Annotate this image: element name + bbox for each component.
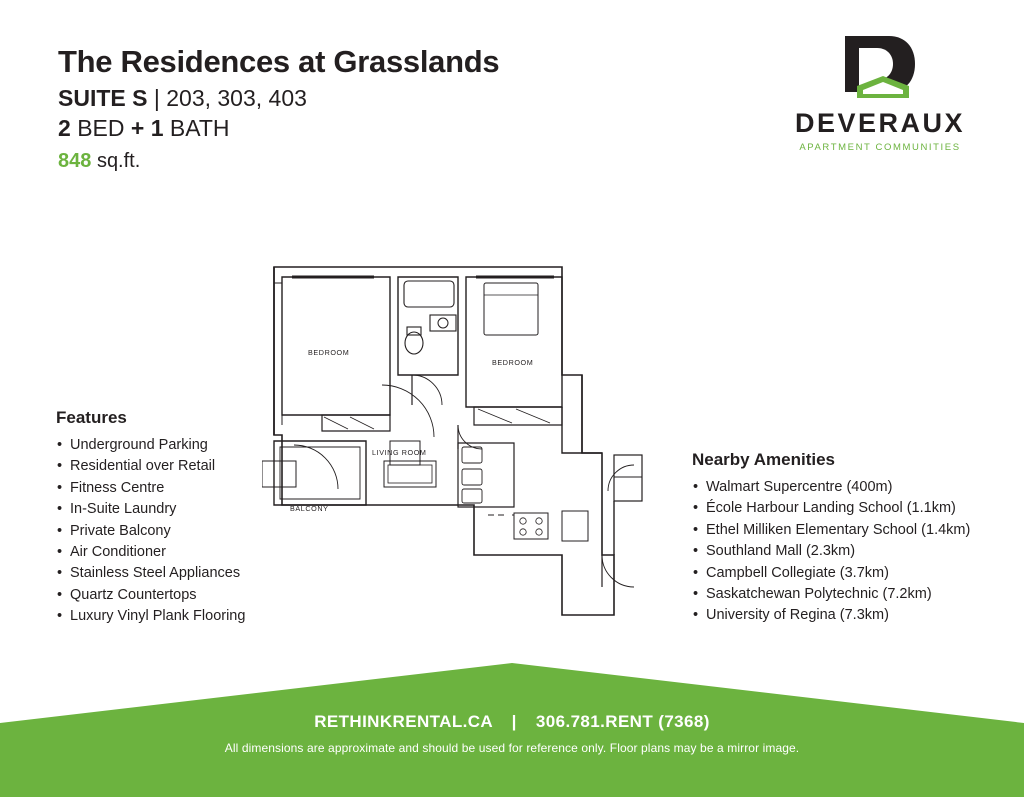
plus-sign: + — [130, 115, 145, 142]
footer-separator: | — [511, 712, 517, 731]
floor-plan-drawing — [262, 255, 682, 635]
list-item: • Walmart Supercentre (400m) — [692, 477, 1012, 498]
logo-wordmark: DEVERAUX — [794, 108, 966, 138]
area-line — [58, 149, 758, 173]
features-heading: Features — [56, 408, 127, 427]
area-unit: sq.ft. — [96, 149, 141, 172]
list-item: • École Harbour Landing School (1.1km) — [692, 498, 1012, 519]
list-item: • Quartz Countertops — [56, 585, 306, 606]
list-item: • Ethel Milliken Elementary School (1.4km) — [692, 520, 1012, 541]
list-item: • Luxury Vinyl Plank Flooring — [56, 606, 306, 627]
document-header — [58, 46, 758, 173]
list-item: • Underground Parking — [56, 435, 306, 456]
list-item: • Stainless Steel Appliances — [56, 563, 306, 584]
footer-disclaimer: All dimensions are approximate and should be used for reference only. Floor plans may be a mirror image. — [224, 741, 800, 755]
list-item: • University of Regina (7.3km) — [692, 605, 1012, 626]
suite-numbers: 203, 303, 403 — [166, 84, 307, 111]
bath-count: 1 — [150, 115, 164, 142]
floorplan-label-bedroom-right: BEDROOM — [492, 358, 534, 367]
footer-website[interactable]: RETHINKRENTAL.CA — [314, 712, 493, 731]
list-item: • Residential over Retail — [56, 456, 306, 477]
floorplan-label-living-room: LIVING ROOM — [372, 448, 427, 457]
list-item: • Southland Mall (2.3km) — [692, 541, 1012, 562]
page-title: The Residences at Grasslands — [58, 44, 500, 79]
floorplan-label-balcony: BALCONY — [290, 504, 329, 513]
bed-label: BED — [77, 115, 125, 142]
suite-label: SUITE S — [58, 84, 148, 111]
bed-count: 2 — [58, 115, 71, 142]
list-item: • Air Conditioner — [56, 542, 306, 563]
footer — [0, 637, 1024, 797]
suite-separator: | — [153, 84, 160, 111]
suite-line — [58, 85, 758, 113]
deveraux-d-logo-icon — [843, 34, 917, 100]
list-item: • In-Suite Laundry — [56, 499, 306, 520]
floorplan-label-bedroom-left: BEDROOM — [308, 348, 350, 357]
list-item: • Campbell Collegiate (3.7km) — [692, 563, 1012, 584]
amenities-list — [692, 477, 1012, 627]
footer-contact — [0, 712, 1024, 755]
list-item: • Fitness Centre — [56, 478, 306, 499]
area-value: 848 — [58, 149, 92, 172]
brand-logo — [780, 34, 980, 153]
amenities-section — [692, 450, 1012, 627]
list-item: • Private Balcony — [56, 521, 306, 542]
bed-bath-line — [58, 115, 758, 143]
footer-phone[interactable]: 306.781.RENT (7368) — [535, 712, 710, 731]
bath-label: BATH — [169, 115, 230, 142]
list-item: • Saskatchewan Polytechnic (7.2km) — [692, 584, 1012, 605]
amenities-heading: Nearby Amenities — [692, 450, 835, 469]
logo-tagline: APARTMENT COMMUNITIES — [799, 142, 961, 153]
